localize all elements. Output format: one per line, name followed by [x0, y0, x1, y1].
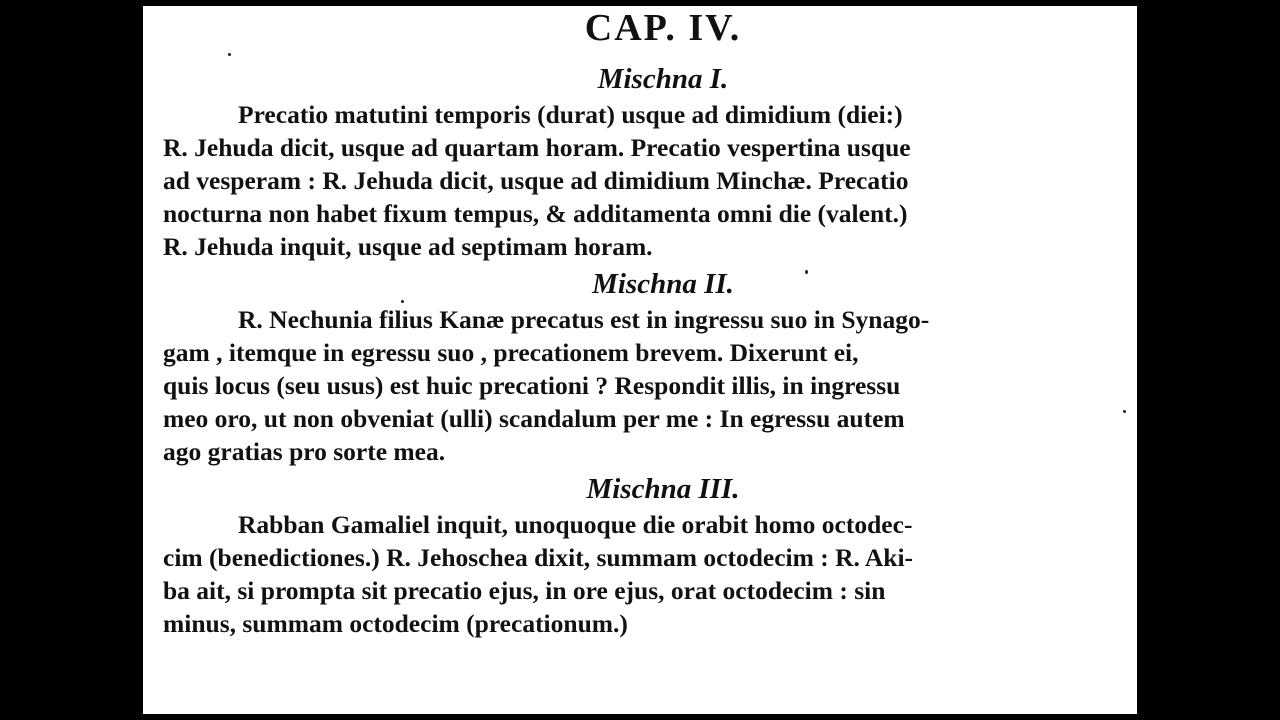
scan-speck [401, 300, 404, 303]
text-line: R. Jehuda dicit, usque ad quartam horam. Precatio vespertina usque [163, 133, 911, 162]
page-text [163, 6, 1123, 640]
mischna-3-text [163, 508, 1123, 640]
scan-speck [805, 270, 808, 274]
text-line: cim (benedictiones.) R. Jehoschea dixit, summam octodecim : R. Aki- [163, 543, 914, 572]
mischna-heading-2: Mischna II. [592, 268, 734, 300]
scanned-page [143, 6, 1137, 714]
text-line: R. Jehuda inquit, usque ad septimam horam. [163, 232, 653, 261]
mischna-heading-3: Mischna III. [586, 473, 740, 505]
text-line: ago gratias pro sorte mea. [163, 437, 446, 466]
text-line: minus, summam octodecim (precationum.) [163, 609, 628, 638]
mischna-2-text [163, 303, 1123, 468]
text-line: ad vesperam : R. Jehuda dicit, usque ad dimidium Minchæ. Precatio [163, 166, 909, 195]
text-line: meo oro, ut non obveniat (ulli) scandalum per me : In egressu autem [163, 404, 905, 433]
chapter-title: CAP. IV. [584, 7, 742, 49]
text-line: quis locus (seu usus) est huic precationi ? Respondit illis, in ingressu [163, 371, 901, 400]
text-line: gam , itemque in egressu suo , precationem brevem. Dixerunt ei, [163, 338, 859, 367]
scan-speck [228, 53, 231, 56]
text-line: R. Nechunia filius Kanæ precatus est in ingressu suo in Synago- [238, 305, 930, 334]
text-line: ba ait, si prompta sit precatio ejus, in ore ejus, orat octodecim : sin [163, 576, 886, 605]
mischna-heading-1: Mischna I. [597, 63, 729, 95]
scan-speck [1123, 410, 1126, 413]
mischna-1-text [163, 98, 1123, 263]
text-line: nocturna non habet fixum tempus, & additamenta omni die (valent.) [163, 199, 908, 228]
text-line: Rabban Gamaliel inquit, unoquoque die orabit homo octodec- [238, 510, 913, 539]
text-line: Precatio matutini temporis (durat) usque ad dimidium (diei:) [238, 100, 903, 129]
